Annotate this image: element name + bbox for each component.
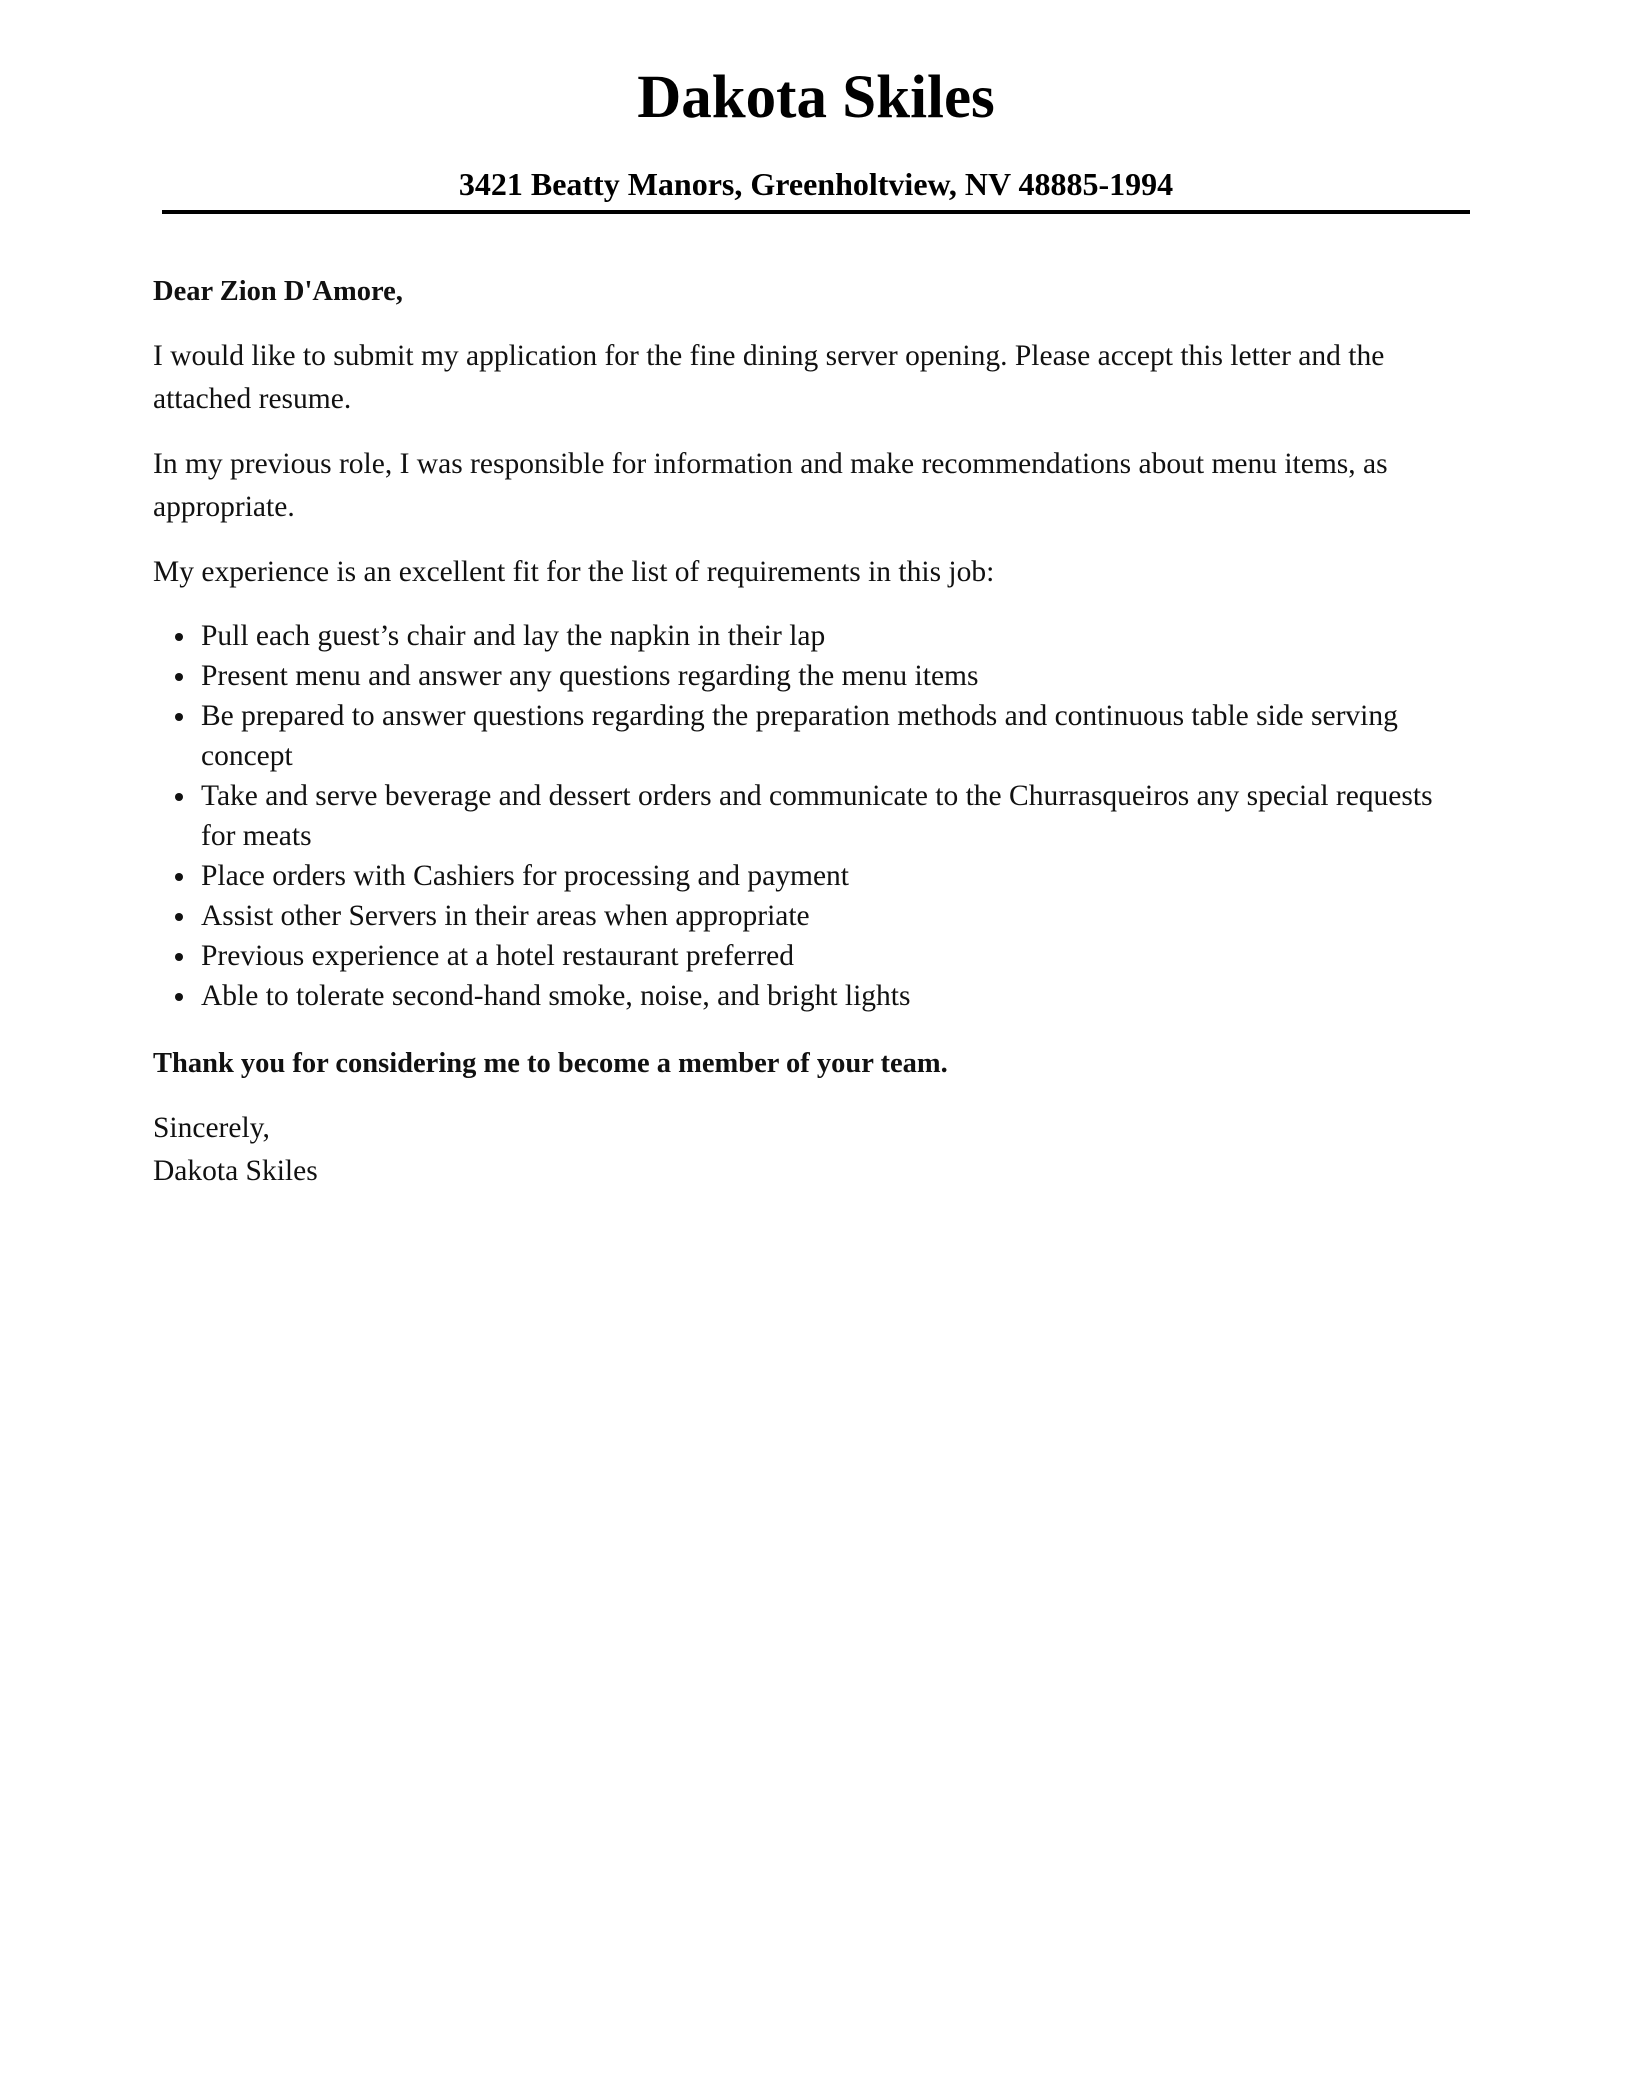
list-item bbox=[201, 856, 1473, 896]
bullet-icon bbox=[175, 633, 183, 641]
bullet-icon bbox=[175, 713, 183, 721]
list-item bbox=[201, 896, 1473, 936]
list-item bbox=[201, 696, 1473, 776]
list-item-text: Pull each guest’s chair and lay the napkin in their lap bbox=[201, 620, 826, 652]
list-item-text: Present menu and answer any questions regarding the menu items bbox=[201, 660, 979, 692]
signoff: Sincerely, bbox=[153, 1112, 270, 1144]
letter-header bbox=[162, 58, 1470, 206]
list-item-text: Be prepared to answer questions regarding the preparation methods and continuous table side serving concept bbox=[201, 700, 1398, 772]
list-item bbox=[201, 616, 1473, 656]
salutation: Dear Zion D'Amore, bbox=[153, 276, 403, 307]
list-item-text: Able to tolerate second-hand smoke, noise, and bright lights bbox=[201, 980, 911, 1012]
applicant-name: Dakota Skiles bbox=[637, 64, 995, 131]
bullet-icon bbox=[175, 873, 183, 881]
list-item bbox=[201, 656, 1473, 696]
list-item-text: Assist other Servers in their areas when appropriate bbox=[201, 900, 810, 932]
list-item bbox=[201, 976, 1473, 1016]
letter-body bbox=[153, 270, 1473, 1193]
bullet-icon bbox=[175, 793, 183, 801]
list-item-text: Place orders with Cashiers for processing and payment bbox=[201, 860, 850, 892]
closing-statement: Thank you for considering me to become a member of your team. bbox=[153, 1048, 948, 1079]
bullet-icon bbox=[175, 913, 183, 921]
signature-name: Dakota Skiles bbox=[153, 1155, 318, 1187]
paragraph-intro: I would like to submit my application for the fine dining server opening. Please accept this letter and the attached resume. bbox=[153, 340, 1385, 415]
header-divider bbox=[162, 210, 1470, 214]
list-item bbox=[201, 936, 1473, 976]
bullet-icon bbox=[175, 953, 183, 961]
list-item-text: Previous experience at a hotel restaurant preferred bbox=[201, 940, 794, 972]
requirements-list bbox=[153, 616, 1473, 1016]
paragraph-previous-role: In my previous role, I was responsible for information and make recommendations about menu items, as appropriate. bbox=[153, 448, 1388, 523]
list-item bbox=[201, 776, 1473, 856]
list-item-text: Take and serve beverage and dessert orders and communicate to the Churrasqueiros any special requests for meats bbox=[201, 780, 1433, 852]
bullet-icon bbox=[175, 673, 183, 681]
applicant-address: 3421 Beatty Manors, Greenholtview, NV 48885-1994 bbox=[458, 166, 1174, 202]
bullet-icon bbox=[175, 993, 183, 1001]
paragraph-experience: My experience is an excellent fit for the list of requirements in this job: bbox=[153, 556, 995, 588]
